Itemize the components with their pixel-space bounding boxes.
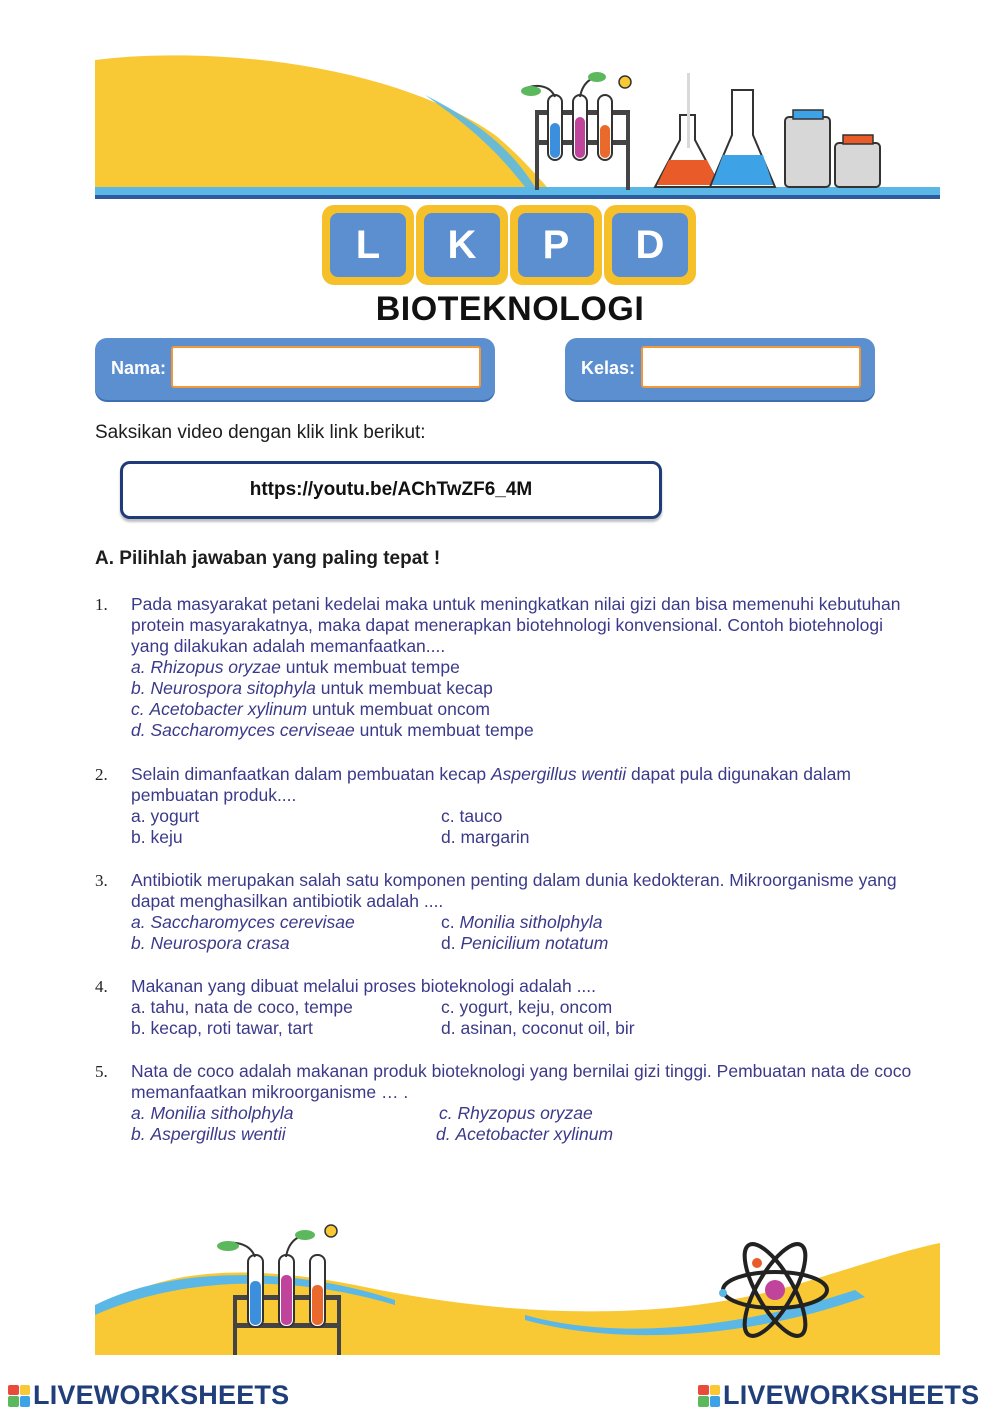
option-letter: a. bbox=[131, 657, 146, 677]
option-letter: c. bbox=[441, 997, 455, 1017]
question-text: Nata de coco adalah makanan produk bioteknologi yang bernilai gizi tinggi. Pembuatan nata de coco memanfaatkan mikroorganisme … . bbox=[131, 1061, 912, 1102]
option-letter: c. bbox=[441, 806, 455, 826]
question-text-part: dapat pula digunakan dalam pembuatan produk.... bbox=[131, 764, 851, 805]
option-text: keju bbox=[150, 827, 183, 847]
question-text-part: Selain dimanfaatkan dalam pembuatan kecap bbox=[131, 764, 491, 784]
option-a[interactable] bbox=[131, 912, 355, 933]
option-text: asinan, coconut oil, bir bbox=[460, 1018, 635, 1038]
test-tube-rack-icon bbox=[521, 72, 631, 190]
option-text: untuk membuat oncom bbox=[307, 699, 490, 719]
question-number: 2. bbox=[95, 765, 108, 784]
tile-p bbox=[510, 205, 602, 285]
option-c[interactable] bbox=[441, 997, 612, 1018]
tile-l bbox=[322, 205, 414, 285]
option-letter: c. bbox=[131, 699, 145, 719]
weights-icon bbox=[785, 110, 880, 187]
option-letter: c. bbox=[441, 912, 455, 932]
option-a[interactable] bbox=[131, 1103, 293, 1124]
option-letter: a. bbox=[131, 912, 146, 932]
option-text: untuk membuat tempe bbox=[280, 657, 460, 677]
option-b[interactable] bbox=[131, 1124, 286, 1145]
option-letter: b. bbox=[131, 1124, 146, 1144]
option-c[interactable] bbox=[441, 806, 502, 827]
option-c[interactable] bbox=[441, 912, 603, 933]
option-text: Monilia sitholphyla bbox=[459, 912, 603, 932]
option-letter: b. bbox=[131, 827, 146, 847]
option-d[interactable] bbox=[441, 827, 530, 848]
page-title: BIOTEKNOLOGI bbox=[375, 290, 645, 328]
name-label: Nama: bbox=[111, 358, 167, 378]
option-letter: d. bbox=[441, 827, 456, 847]
option-d[interactable] bbox=[441, 1018, 635, 1039]
tile-letter: P bbox=[518, 213, 594, 277]
option-a[interactable] bbox=[131, 997, 353, 1018]
option-letter: a. bbox=[131, 1103, 146, 1123]
option-text: Rhyzopus oryzae bbox=[457, 1103, 593, 1123]
option-d[interactable] bbox=[131, 720, 534, 741]
option-a[interactable] bbox=[131, 806, 199, 827]
liveworksheets-logo bbox=[698, 1380, 979, 1411]
option-text: tahu, nata de coco, tempe bbox=[150, 997, 353, 1017]
option-d[interactable] bbox=[441, 933, 608, 954]
option-b[interactable] bbox=[131, 1018, 313, 1039]
liveworksheets-logo-icon bbox=[8, 1385, 30, 1407]
option-text: Penicilium notatum bbox=[460, 933, 609, 953]
option-b[interactable] bbox=[131, 678, 493, 699]
option-species: Acetobacter xylinum bbox=[149, 699, 308, 719]
tile-letter: L bbox=[330, 213, 406, 277]
section-heading: A. Pilihlah jawaban yang paling tepat ! bbox=[95, 548, 441, 569]
option-text: Aspergillus wentii bbox=[150, 1124, 286, 1144]
option-species: Neurospora sitophyla bbox=[150, 678, 316, 698]
option-c[interactable] bbox=[439, 1103, 593, 1124]
option-species: Rhizopus oryzae bbox=[150, 657, 281, 677]
option-species: Saccharomyces cerviseae bbox=[150, 720, 355, 740]
option-letter: d. bbox=[441, 1018, 456, 1038]
option-letter: a. bbox=[131, 997, 146, 1017]
option-letter: b. bbox=[131, 678, 146, 698]
option-letter: b. bbox=[131, 1018, 146, 1038]
option-c[interactable] bbox=[131, 699, 490, 720]
question-species: Aspergillus wentii bbox=[490, 764, 627, 784]
option-letter: d. bbox=[131, 720, 146, 740]
liveworksheets-logo bbox=[8, 1380, 289, 1411]
liveworksheets-logo-icon bbox=[698, 1385, 720, 1407]
tile-letter: D bbox=[612, 213, 688, 277]
option-text: kecap, roti tawar, tart bbox=[150, 1018, 313, 1038]
option-letter: c. bbox=[439, 1103, 453, 1123]
name-box bbox=[95, 338, 495, 400]
option-letter: d. bbox=[436, 1124, 451, 1144]
option-text: Acetobacter xylinum bbox=[455, 1124, 614, 1144]
question-number: 4. bbox=[95, 977, 108, 996]
video-link[interactable]: https://youtu.be/AChTwZF6_4M bbox=[120, 461, 662, 519]
class-box bbox=[565, 338, 875, 400]
option-letter: a. bbox=[131, 806, 146, 826]
tile-d bbox=[604, 205, 696, 285]
question-number: 1. bbox=[95, 595, 108, 614]
tile-letter: K bbox=[424, 213, 500, 277]
header-banner-illustration bbox=[95, 55, 940, 205]
option-b[interactable] bbox=[131, 827, 183, 848]
question-text bbox=[131, 764, 921, 806]
option-text: untuk membuat kecap bbox=[315, 678, 493, 698]
option-letter: d. bbox=[441, 933, 456, 953]
option-letter: b. bbox=[131, 933, 146, 953]
class-label: Kelas: bbox=[581, 358, 636, 378]
question-text: Pada masyarakat petani kedelai maka untuk meningkatkan nilai gizi dan bisa memenuhi kebutuhan protein masyarakatnya, maka dapat menerapkan biotehnologi konvensional. Contoh biotehnologi yang dilakukan adalah memanfaatkan.... bbox=[131, 594, 901, 656]
option-text: Neurospora crasa bbox=[150, 933, 290, 953]
option-text: Monilia sitholphyla bbox=[150, 1103, 294, 1123]
option-text: tauco bbox=[459, 806, 503, 826]
option-text: Saccharomyces cerevisae bbox=[150, 912, 355, 932]
option-text: yogurt, keju, oncom bbox=[459, 997, 613, 1017]
liveworksheets-logo-text: LIVEWORKSHEETS bbox=[723, 1380, 980, 1410]
intro-text: Saksikan video dengan klik link berikut: bbox=[95, 422, 426, 443]
option-a[interactable] bbox=[131, 657, 460, 678]
name-input[interactable] bbox=[171, 346, 481, 388]
option-text: untuk membuat tempe bbox=[354, 720, 534, 740]
tile-k bbox=[416, 205, 508, 285]
question-text: Makanan yang dibuat melalui proses bioteknologi adalah .... bbox=[131, 976, 597, 996]
flask-icon bbox=[655, 73, 775, 187]
class-input[interactable] bbox=[641, 346, 861, 388]
footer-banner-illustration bbox=[95, 1205, 940, 1355]
question-text: Antibiotik merupakan salah satu komponen penting dalam dunia kedokteran. Mikroorganisme yang dapat menghasilkan antibiotik adalah .... bbox=[131, 870, 897, 911]
option-text: yogurt bbox=[150, 806, 200, 826]
question-number: 3. bbox=[95, 871, 108, 890]
option-text: margarin bbox=[460, 827, 530, 847]
option-b[interactable] bbox=[131, 933, 290, 954]
question-number: 5. bbox=[95, 1062, 108, 1081]
option-d[interactable] bbox=[436, 1124, 613, 1145]
liveworksheets-logo-text: LIVEWORKSHEETS bbox=[33, 1380, 290, 1410]
